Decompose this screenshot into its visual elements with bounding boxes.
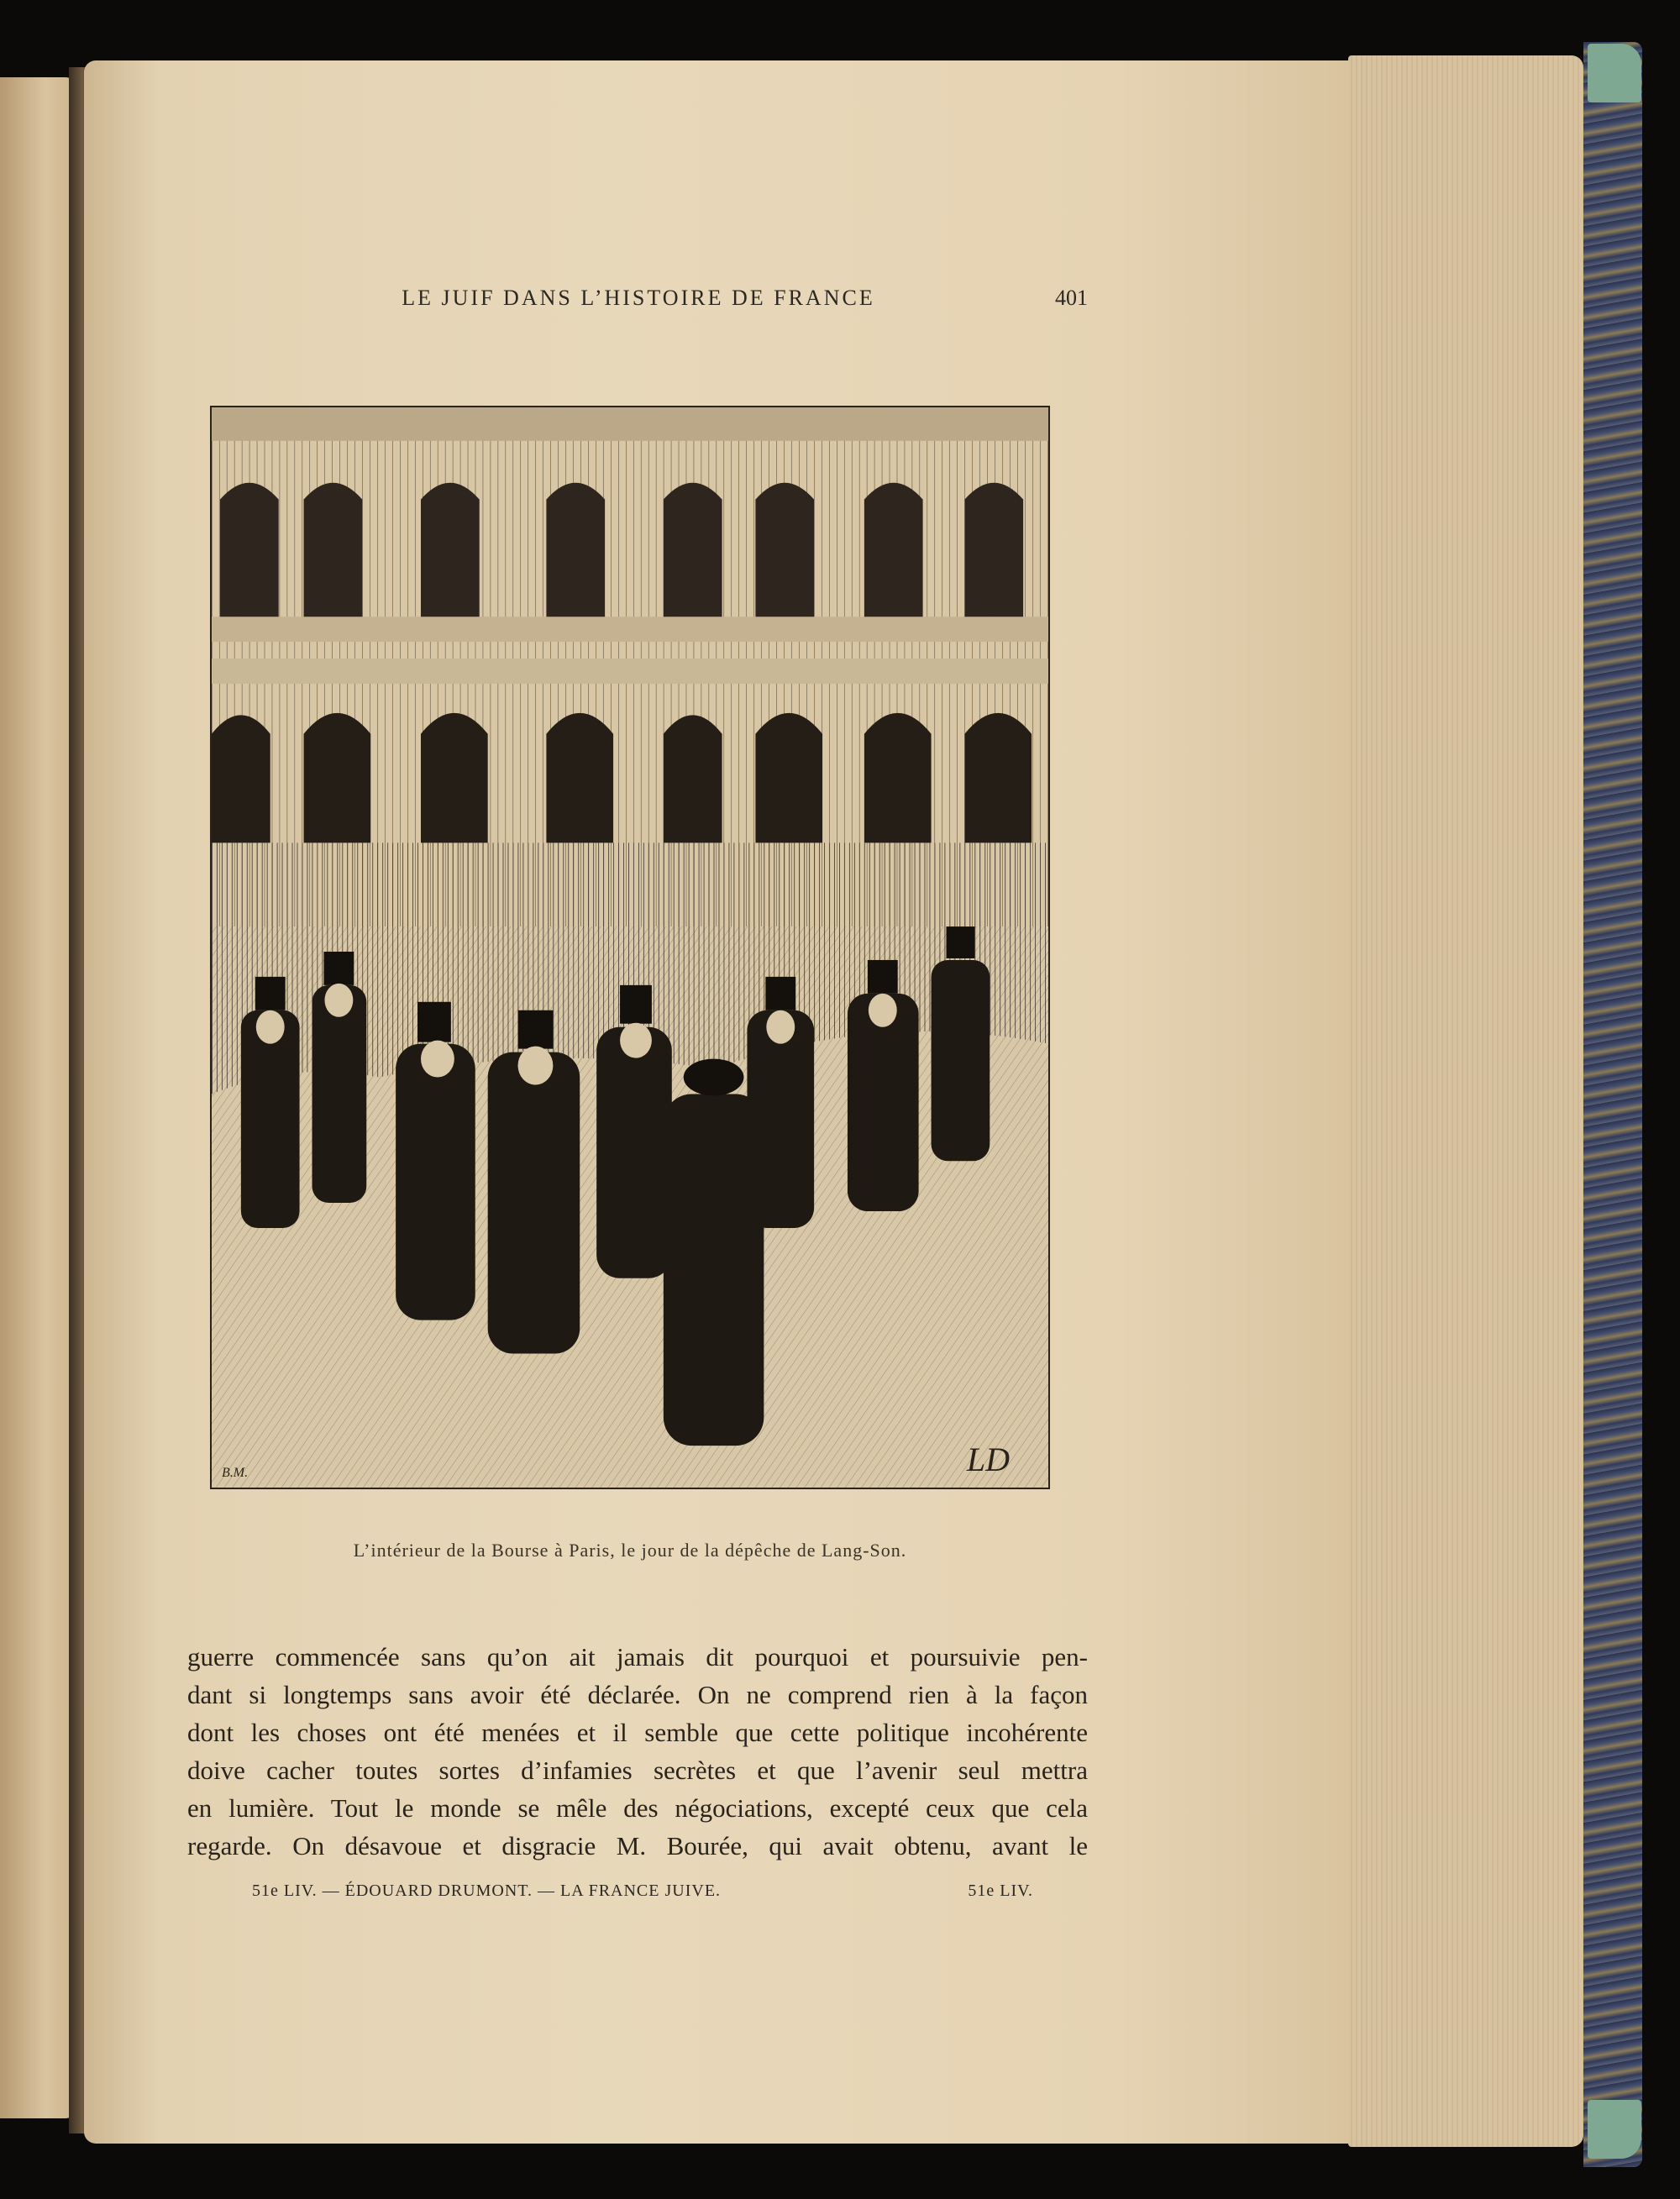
marbled-cover: [1583, 42, 1642, 2167]
illustration-caption: L’intérieur de la Bourse à Paris, le jour de la dépêche de Lang-Son.: [353, 1540, 907, 1561]
page-number: 401: [1055, 286, 1088, 310]
cover-corner-bottom: [1588, 2100, 1641, 2159]
text-line: en lumière. Tout le monde se mêle des négociations, excepté ceux que cela: [187, 1793, 1088, 1823]
cover-corner-top: [1588, 44, 1641, 102]
text-line: dont les choses ont été menées et il semble que cette politique incohérente: [187, 1718, 1088, 1747]
page-block-edges: [1348, 55, 1583, 2147]
signature-footer: [252, 1881, 1033, 1915]
facing-page-edge: [0, 77, 76, 2118]
text-line: doive cacher toutes sortes d’infamies secrètes et que l’avenir seul mettra: [187, 1756, 1088, 1785]
text-line: guerre commencée sans qu’on ait jamais dit pourquoi et poursuivie pen-: [187, 1642, 1088, 1672]
engraving-illustration: [210, 406, 1050, 1489]
body-paragraph: [187, 1638, 1088, 1865]
running-head-title: LE JUIF DANS L’HISTOIRE DE FRANCE: [402, 286, 875, 310]
running-head: [189, 286, 1088, 323]
engraver-mark: B.M.: [222, 1466, 249, 1480]
engraving-drawing: [212, 407, 1048, 1488]
footer-signature-right: 51e LIV.: [968, 1881, 1033, 1900]
footer-signature-left: 51e LIV. — ÉDOUARD DRUMONT. — LA FRANCE JUIVE.: [252, 1881, 722, 1900]
text-line: dant si longtemps sans avoir été déclarée. On ne comprend rien à la façon: [187, 1680, 1088, 1709]
artist-monogram: LD: [966, 1441, 1010, 1478]
text-line: regarde. On désavoue et disgracie M. Bourée, qui avait obtenu, avant le: [187, 1831, 1088, 1860]
